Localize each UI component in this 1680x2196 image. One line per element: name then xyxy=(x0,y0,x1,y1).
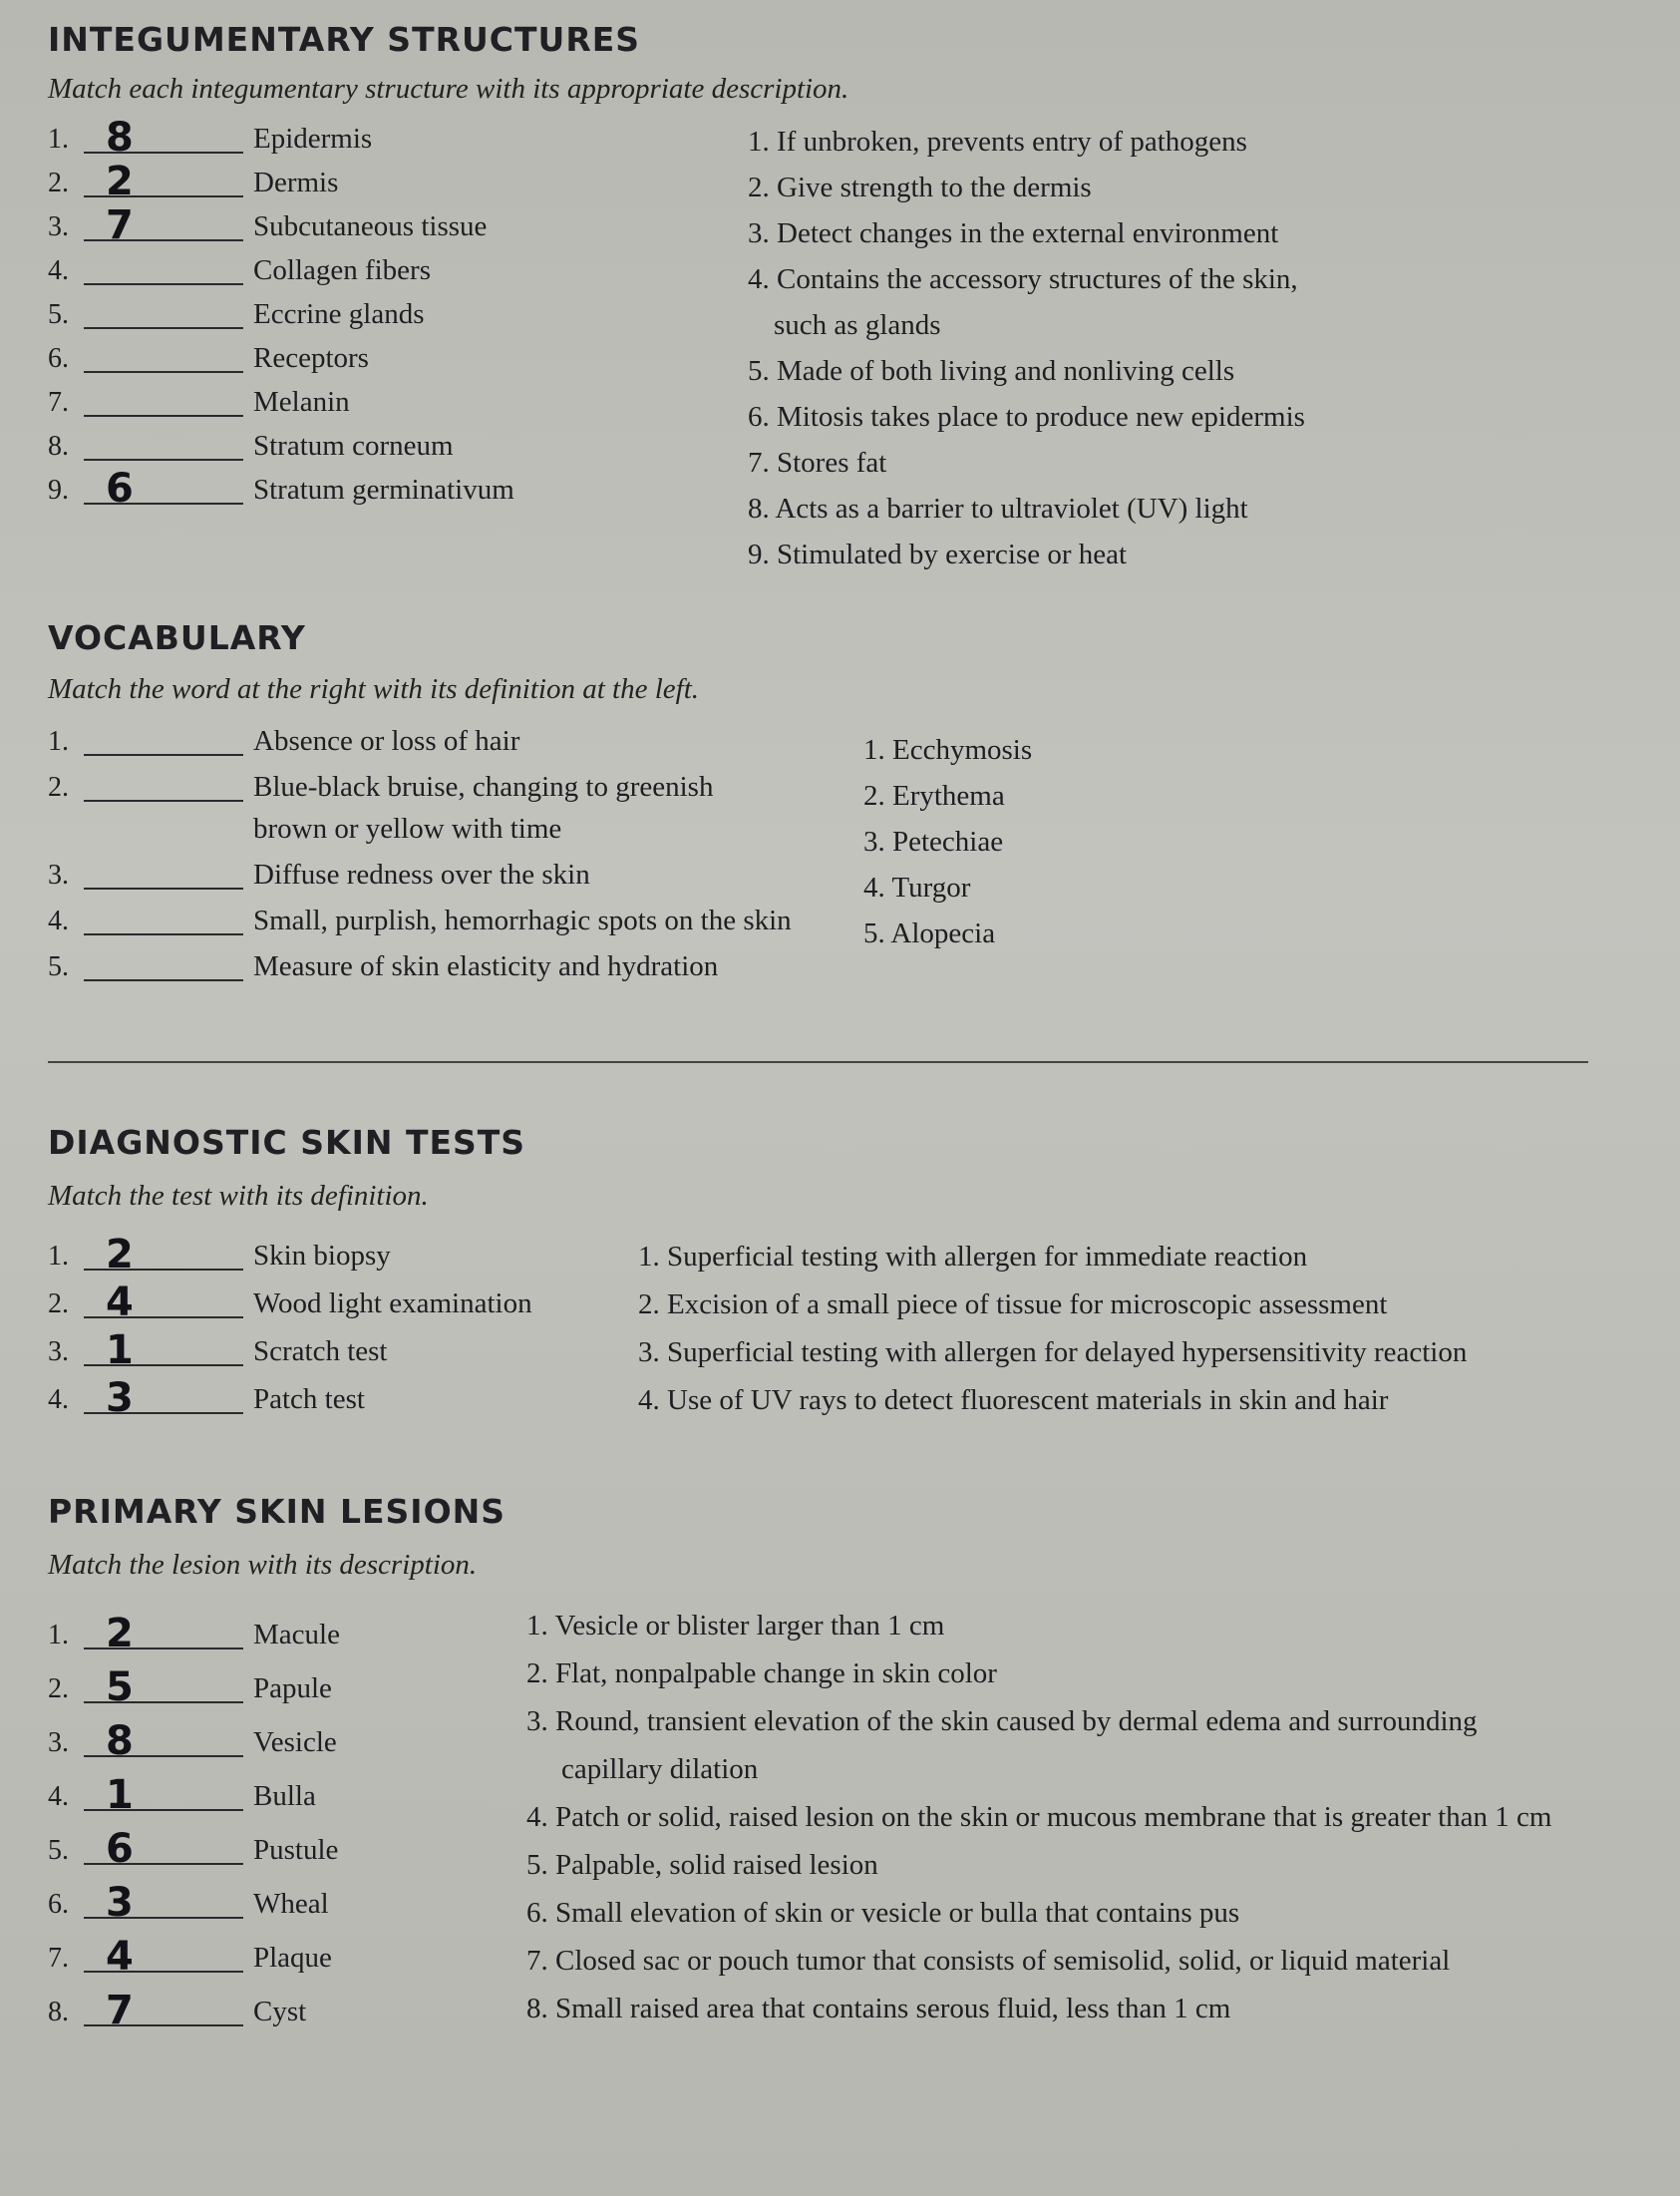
description-option: 3. Detect changes in the external environment xyxy=(748,217,1279,249)
vocabulary-instruction: Match the word at the right with its definition at the left. xyxy=(48,673,699,705)
lesion-description: 1. Vesicle or blister larger than 1 cm xyxy=(526,1610,945,1642)
row-number: 4. xyxy=(48,906,69,936)
integumentary-instruction: Match each integumentary structure with its appropriate description. xyxy=(48,73,849,105)
test-term: Scratch test xyxy=(253,1335,388,1367)
primary-section xyxy=(48,1492,1603,2050)
lesion-description: 8. Small raised area that contains serous fluid, less than 1 cm xyxy=(526,1993,1231,2024)
description-option: 6. Mitosis takes place to produce new epidermis xyxy=(748,401,1305,433)
lesion-term: Plaque xyxy=(253,1942,332,1974)
row-number: 8. xyxy=(48,431,69,462)
structure-row xyxy=(48,335,766,379)
row-number: 3. xyxy=(48,1727,69,1758)
vocabulary-row xyxy=(48,718,945,762)
structure-term: Dermis xyxy=(253,167,339,198)
vocabulary-row xyxy=(48,898,945,941)
test-definition: 4. Use of UV rays to detect fluorescent materials in skin and hair xyxy=(638,1384,1389,1416)
diagnostic-heading: DIAGNOSTIC SKIN TESTS xyxy=(48,1123,526,1162)
structure-row xyxy=(48,423,766,467)
handwritten-answer: 5 xyxy=(106,1664,134,1710)
row-number: 2. xyxy=(48,168,69,198)
row-number: 1. xyxy=(48,124,69,155)
lesion-term: Macule xyxy=(253,1619,340,1650)
row-number: 2. xyxy=(48,1288,69,1319)
test-term: Wood light examination xyxy=(253,1287,532,1319)
vocabulary-row xyxy=(48,764,945,808)
row-number: 7. xyxy=(48,1943,69,1974)
row-number: 4. xyxy=(48,1781,69,1812)
row-number: 1. xyxy=(48,1241,69,1272)
test-definition: 2. Excision of a small piece of tissue for microscopic assessment xyxy=(638,1288,1388,1320)
description-option: 4. Contains the accessory structures of the skin, xyxy=(748,263,1298,295)
diagnostic-instruction: Match the test with its definition. xyxy=(48,1180,429,1212)
handwritten-answer: 7 xyxy=(106,1988,134,2033)
row-number: 8. xyxy=(48,1997,69,2027)
structure-row xyxy=(48,467,766,511)
lesion-term: Vesicle xyxy=(253,1726,337,1758)
vocabulary-word: 4. Turgor xyxy=(863,872,971,904)
test-definition: 1. Superficial testing with allergen for immediate reaction xyxy=(638,1241,1308,1273)
row-number: 5. xyxy=(48,299,69,330)
diagnostic-section xyxy=(48,1123,1603,1421)
vocabulary-word: 1. Ecchymosis xyxy=(863,734,1033,766)
lesion-description: 2. Flat, nonpalpable change in skin color xyxy=(526,1657,997,1689)
vocabulary-section xyxy=(48,618,1603,1005)
description-option: 7. Stores fat xyxy=(748,447,887,479)
lesion-description: 7. Closed sac or pouch tumor that consists of semisolid, solid, or liquid material xyxy=(526,1945,1451,1977)
row-number: 5. xyxy=(48,1835,69,1866)
row-number: 7. xyxy=(48,387,69,418)
row-number: 4. xyxy=(48,255,69,286)
vocabulary-definition: Absence or loss of hair xyxy=(253,725,520,757)
handwritten-answer: 8 xyxy=(106,1718,134,1764)
lesion-description: 3. Round, transient elevation of the skin caused by dermal edema and surrounding xyxy=(526,1705,1478,1737)
structure-term: Stratum corneum xyxy=(253,430,454,462)
integumentary-rows xyxy=(48,106,1603,570)
answer-blank[interactable] xyxy=(84,800,243,802)
handwritten-answer: 3 xyxy=(106,1880,134,1926)
handwritten-answer: 2 xyxy=(106,159,134,204)
structure-term: Stratum germinativum xyxy=(253,474,514,506)
structure-term: Collagen fibers xyxy=(253,254,431,286)
lesion-term: Papule xyxy=(253,1672,332,1704)
vocabulary-heading: VOCABULARY xyxy=(48,618,306,657)
description-option: 2. Give strength to the dermis xyxy=(748,172,1092,203)
structure-term: Eccrine glands xyxy=(253,298,425,330)
structure-row xyxy=(48,291,766,335)
lesion-term: Bulla xyxy=(253,1780,316,1812)
test-definition: 3. Superficial testing with allergen for delayed hypersensitivity reaction xyxy=(638,1336,1468,1368)
row-number: 2. xyxy=(48,1673,69,1704)
handwritten-answer: 4 xyxy=(106,1934,134,1980)
vocabulary-word: 2. Erythema xyxy=(863,780,1005,812)
handwritten-answer: 4 xyxy=(106,1280,134,1325)
handwritten-answer: 2 xyxy=(106,1611,134,1656)
row-number: 3. xyxy=(48,211,69,242)
answer-blank[interactable] xyxy=(84,933,243,935)
answer-blank[interactable] xyxy=(84,283,243,285)
row-number: 6. xyxy=(48,343,69,374)
vocabulary-rows xyxy=(48,706,1603,1005)
vocabulary-row-continued xyxy=(48,806,945,850)
vocabulary-word: 5. Alopecia xyxy=(863,917,996,949)
lesion-term: Cyst xyxy=(253,1996,307,2027)
structure-term: Receptors xyxy=(253,342,369,374)
structure-term: Subcutaneous tissue xyxy=(253,210,488,242)
vocabulary-definition: Blue-black bruise, changing to greenish xyxy=(253,771,714,803)
vocabulary-definition: Small, purplish, hemorrhagic spots on the skin xyxy=(253,905,792,936)
row-number: 6. xyxy=(48,1889,69,1920)
row-number: 3. xyxy=(48,860,69,891)
handwritten-answer: 2 xyxy=(106,1232,134,1278)
diagnostic-rows xyxy=(48,1213,1603,1421)
structure-term: Melanin xyxy=(253,386,350,418)
description-option: 8. Acts as a barrier to ultraviolet (UV) light xyxy=(748,493,1248,525)
handwritten-answer: 8 xyxy=(106,115,134,161)
handwritten-answer: 1 xyxy=(106,1772,134,1818)
vocabulary-row xyxy=(48,943,945,987)
structure-row xyxy=(48,116,766,160)
structure-row xyxy=(48,203,766,247)
vocabulary-row xyxy=(48,852,945,896)
lesion-term: Pustule xyxy=(253,1834,339,1866)
description-option-continued: such as glands xyxy=(774,309,941,341)
row-number: 1. xyxy=(48,1620,69,1650)
vocabulary-word: 3. Petechiae xyxy=(863,826,1004,858)
handwritten-answer: 6 xyxy=(106,466,134,512)
integumentary-heading: INTEGUMENTARY STRUCTURES xyxy=(48,20,641,59)
test-term: Skin biopsy xyxy=(253,1240,391,1272)
vocabulary-definition-continued: brown or yellow with time xyxy=(253,813,562,845)
vocabulary-definition: Measure of skin elasticity and hydration xyxy=(253,950,719,982)
row-number: 5. xyxy=(48,951,69,982)
row-number: 1. xyxy=(48,726,69,757)
answer-blank[interactable] xyxy=(84,415,243,417)
answer-blank[interactable] xyxy=(84,888,243,890)
lesion-description-continued: capillary dilation xyxy=(561,1753,759,1785)
answer-blank[interactable] xyxy=(84,371,243,373)
row-number: 3. xyxy=(48,1336,69,1367)
answer-blank[interactable] xyxy=(84,754,243,756)
handwritten-answer: 3 xyxy=(106,1375,134,1421)
handwritten-answer: 7 xyxy=(106,202,134,248)
vocabulary-definition: Diffuse redness over the skin xyxy=(253,859,590,891)
answer-blank[interactable] xyxy=(84,327,243,329)
handwritten-answer: 1 xyxy=(106,1327,134,1373)
answer-blank[interactable] xyxy=(84,979,243,981)
answer-blank[interactable] xyxy=(84,459,243,461)
primary-rows xyxy=(48,1582,1603,2050)
primary-heading: PRIMARY SKIN LESIONS xyxy=(48,1492,506,1531)
row-number: 2. xyxy=(48,772,69,803)
lesion-description: 6. Small elevation of skin or vesicle or bulla that contains pus xyxy=(526,1897,1240,1929)
row-number: 9. xyxy=(48,475,69,506)
test-term: Patch test xyxy=(253,1383,365,1415)
description-option: 1. If unbroken, prevents entry of pathogens xyxy=(748,126,1247,158)
lesion-term: Wheal xyxy=(253,1888,329,1920)
description-option: 5. Made of both living and nonliving cells xyxy=(748,355,1235,387)
row-number: 4. xyxy=(48,1384,69,1415)
structure-term: Epidermis xyxy=(253,123,373,155)
primary-instruction: Match the lesion with its description. xyxy=(48,1549,478,1581)
handwritten-answer: 6 xyxy=(106,1826,134,1872)
structure-row xyxy=(48,247,766,291)
structure-row xyxy=(48,379,766,423)
lesion-description: 5. Palpable, solid raised lesion xyxy=(526,1849,878,1881)
lesion-description: 4. Patch or solid, raised lesion on the skin or mucous membrane that is greater than 1 cm xyxy=(526,1801,1552,1833)
section-divider xyxy=(48,1061,1588,1063)
structure-row xyxy=(48,160,766,203)
integumentary-section xyxy=(48,20,1603,570)
description-option: 9. Stimulated by exercise or heat xyxy=(748,539,1128,570)
